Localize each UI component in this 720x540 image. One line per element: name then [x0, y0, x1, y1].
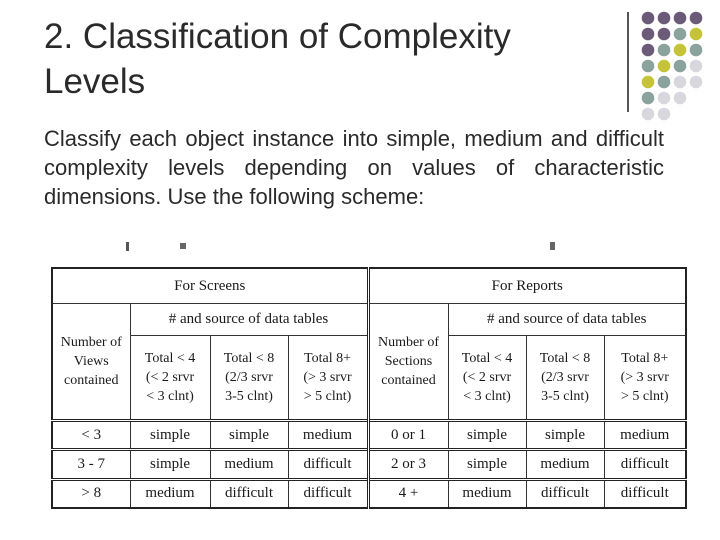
decorative-dot: [690, 12, 703, 25]
screen-key: 3 - 7: [52, 450, 130, 479]
reports-col-total-lt4: Total < 4 (< 2 srvr < 3 clnt): [448, 335, 526, 420]
decorative-dot: [642, 76, 655, 89]
cropped-text-fragments: [120, 240, 570, 252]
table-cell: medium: [210, 450, 288, 479]
screens-sub-header: # and source of data tables: [130, 304, 368, 335]
decorative-dot: [658, 108, 671, 121]
screens-col-total-8plus: Total 8+ (> 3 srvr > 5 clnt): [288, 335, 368, 420]
table-cell: difficult: [288, 450, 368, 479]
body-paragraph: Classify each object instance into simple, medium and difficult complexity levels depending on values of characteristic dimensions. Use the following scheme:: [44, 126, 664, 209]
screen-key: < 3: [52, 420, 130, 449]
decorative-dot: [674, 44, 687, 57]
reports-col-total-lt8: Total < 8 (2/3 srvr 3-5 clnt): [526, 335, 604, 420]
decorative-dot: [658, 92, 671, 105]
table-row: [52, 450, 686, 479]
decorative-dot: [642, 44, 655, 57]
decorative-dot-grid: [640, 10, 720, 130]
reports-sub-header: # and source of data tables: [448, 304, 686, 335]
table-cell: simple: [210, 420, 288, 449]
decorative-dot: [642, 60, 655, 73]
decorative-dot: [674, 92, 687, 105]
table-cell: simple: [448, 420, 526, 449]
decorative-dot: [674, 12, 687, 25]
decorative-dot: [674, 28, 687, 41]
complexity-scheme-table: [51, 267, 687, 509]
table-cell: simple: [448, 450, 526, 479]
screen-key: > 8: [52, 479, 130, 508]
table-cell: difficult: [604, 479, 686, 508]
decorative-dot: [642, 28, 655, 41]
title-divider: [627, 12, 629, 112]
table-cell: medium: [288, 420, 368, 449]
decorative-dot: [690, 76, 703, 89]
decorative-dot: [658, 76, 671, 89]
decorative-dot: [658, 44, 671, 57]
reports-header: For Reports: [368, 268, 686, 304]
table-cell: simple: [526, 420, 604, 449]
table-cell: simple: [130, 420, 210, 449]
table-cell: medium: [130, 479, 210, 508]
table-cell: medium: [604, 420, 686, 449]
screens-col-total-lt4: Total < 4 (< 2 srvr < 3 clnt): [130, 335, 210, 420]
decorative-dot: [674, 76, 687, 89]
title-line-2: Levels: [44, 62, 146, 101]
decorative-dot: [642, 12, 655, 25]
decorative-dot: [690, 60, 703, 73]
slide-title: [44, 14, 614, 104]
table-cell: difficult: [604, 450, 686, 479]
decorative-dot: [658, 28, 671, 41]
report-key: 0 or 1: [368, 420, 448, 449]
table-cell: medium: [526, 450, 604, 479]
screens-header: For Screens: [52, 268, 368, 304]
decorative-dot: [690, 28, 703, 41]
decorative-dot: [642, 108, 655, 121]
table-row: [52, 420, 686, 449]
screens-views-header: Number of Views contained: [52, 304, 130, 420]
decorative-dot: [658, 60, 671, 73]
table-cell: simple: [130, 450, 210, 479]
screens-col-total-lt8: Total < 8 (2/3 srvr 3-5 clnt): [210, 335, 288, 420]
decorative-dot: [690, 44, 703, 57]
table-row: [52, 479, 686, 508]
title-line-1: 2. Classification of Complexity: [44, 17, 511, 56]
decorative-dot: [642, 92, 655, 105]
reports-col-total-8plus: Total 8+ (> 3 srvr > 5 clnt): [604, 335, 686, 420]
decorative-dot: [674, 60, 687, 73]
table-cell: difficult: [210, 479, 288, 508]
report-key: 4 +: [368, 479, 448, 508]
reports-sections-header: Number of Sections contained: [368, 304, 448, 420]
decorative-dot: [658, 12, 671, 25]
table-cell: medium: [448, 479, 526, 508]
report-key: 2 or 3: [368, 450, 448, 479]
table-cell: difficult: [526, 479, 604, 508]
table-cell: difficult: [288, 479, 368, 508]
